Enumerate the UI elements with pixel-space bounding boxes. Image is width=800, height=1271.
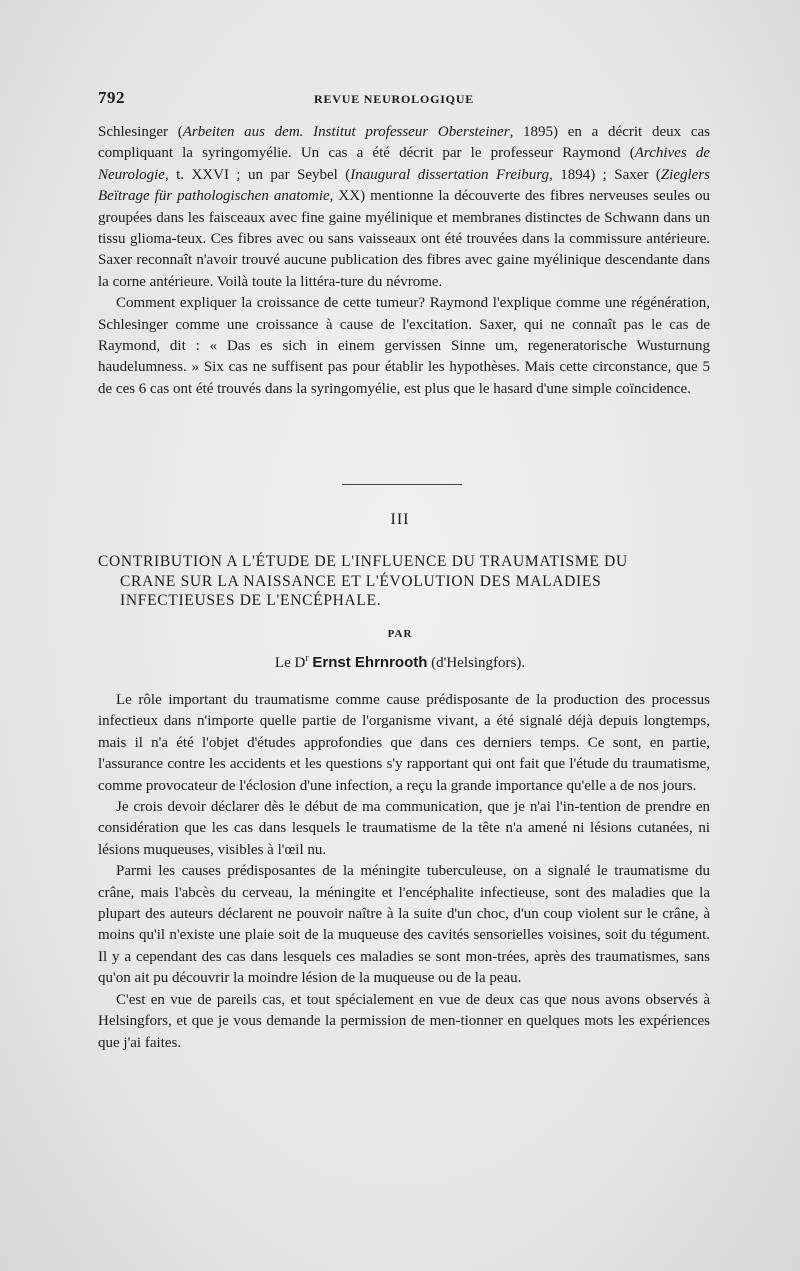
text-run: Schlesinger ( bbox=[98, 124, 183, 140]
author-name: Ernst Ehrnrooth bbox=[312, 654, 428, 671]
text-run: , XX) mentionne la découverte des fibres nerveuses seules ou groupées dans les faisceaux avec fine gaine myélinique et membranes distinctes de Schwann dans un tissu glioma-teux. Ces fibres avec ou sans vaisseaux ont été trouvées dans la commissure antérieure. Saxer reconnaît n'avoir trouvé aucune publication des fibres avec gaine myélinique descendante dans la corne antérieure. Voilà toute la littéra-ture du névrome. bbox=[98, 188, 710, 290]
paragraph bbox=[98, 293, 710, 400]
page-header bbox=[98, 88, 708, 110]
section-number: III bbox=[390, 511, 410, 528]
paragraph: Le rôle important du traumatisme comme cause prédisposante de la production des processus infectieux dans n'importe quelle partie de l'organisme vivant, a été signalé déjà depuis longtemps, mais il n'a été l'objet d'études approfondies que dans ces derniers temps. Ce sont, en partie, l'assurance contre les accidents et les questions s'y rapportant qui ont fait que l'étude du traumatisme, comme provocateur de l'éclosion d'une infection, a reçu la grande importance qu'elle a de nos jours. bbox=[98, 692, 710, 794]
article-title-rest: CRANE SUR LA NAISSANCE ET L'ÉVOLUTION DES MALADIES INFECTIEUSES DE L'ENCÉPHALE. bbox=[120, 572, 602, 609]
par-label: PAR bbox=[387, 628, 413, 640]
citation-italic: Zieglers Beïtrage für pathologischen anatomie bbox=[98, 166, 711, 205]
text-run: , 1895) en a décrit deux cas compliquant la syringomyélie. Un cas a été décrit par le professeur Raymond ( bbox=[98, 124, 710, 162]
citation-italic: Inaugural dissertation Freiburg bbox=[350, 166, 550, 183]
citation-italic: Archives de Neurologie bbox=[98, 145, 710, 183]
author-byline bbox=[0, 653, 800, 672]
text-run: Comment expliquer la croissance de cette tumeur? Raymond l'explique comme une régénération, Schlesinger comme une croissance à cause de l'excitation. Saxer, qui ne connaît pas le cas de Raymond, dit : « Das es sich in einem gervissen Sinne um, regeneratorische Wusturnung haudelumness. » Six cas ne suffisent pas pour établir les hypothèses. Mais cette circonstance, que 5 de ces 6 cas ont été trouvés dans la syringomyélie, est plus que le hasard d'une simple coïncidence. bbox=[98, 295, 710, 397]
byline-prefix: Le D bbox=[274, 655, 306, 671]
article-title bbox=[98, 552, 710, 611]
citation-italic: Arbeiten aus dem. Institut professeur Obersteiner bbox=[182, 124, 510, 140]
paragraph: Je crois devoir déclarer dès le début de ma communication, que je n'ai l'in-tention de prendre en considération que les cas dans lesquels le traumatisme de la tête n'a amené ni lésions cutanées, ni lésions muqueuses, visibles à l'œil nu. bbox=[98, 799, 710, 858]
author-affiliation: (d'Helsingfors). bbox=[431, 655, 526, 671]
paragraph: C'est en vue de pareils cas, et tout spécialement en vue de deux cas que nous avons observés à Helsingfors, et que je vous demande la permission de men-tionner en quelques mots les expériences que j'ai faites. bbox=[98, 991, 710, 1051]
previous-article-text bbox=[98, 122, 710, 400]
running-title: REVUE NEUROLOGIQUE bbox=[314, 92, 475, 106]
byline-sup: r bbox=[305, 653, 309, 664]
text-run: , t. XXVI ; un par Seybel ( bbox=[164, 166, 351, 183]
text-run: , 1894) ; Saxer ( bbox=[549, 166, 661, 183]
article-body bbox=[98, 690, 710, 1054]
page-number: 792 bbox=[98, 88, 125, 107]
section-divider bbox=[342, 484, 462, 485]
paragraph: Parmi les causes prédisposantes de la méningite tuberculeuse, on a signalé le traumatisme du crâne, mais l'abcès du cerveau, la méningite et l'encéphalite infectieuse, sont des maladies que la plupart des auteurs déclarent ne pouvoir naître à la suite d'un choc, d'un coup violent sur le crâne, à moins qu'il n'existe une plaie soit de la muqueuse des cavités sensorielles voisines, soit du tégument. Il y a cependant des cas dans lesquels ces maladies se sont mon-trées, après des traumatismes, sans qu'on ait pu découvrir la moindre lésion de la muqueuse ou de la peau. bbox=[98, 863, 710, 987]
paragraph bbox=[98, 122, 710, 293]
article-title-line1: CONTRIBUTION A L'ÉTUDE DE L'INFLUENCE DU TRAUMATISME DU bbox=[98, 553, 628, 570]
